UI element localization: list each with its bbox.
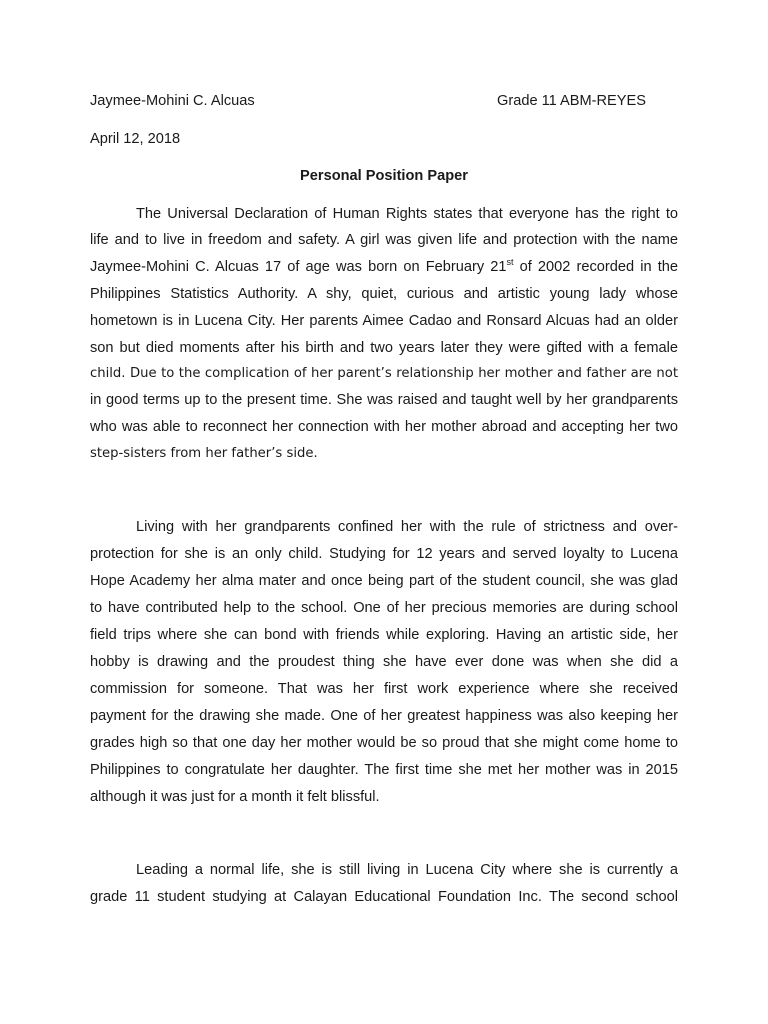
paragraph-line: to have contributed help to the school. One of her precious memories are during school	[90, 600, 678, 616]
paragraph-line: protection for she is an only child. Studying for 12 years and served loyalty to Lucena	[90, 546, 678, 562]
paragraph-line: field trips where she can bond with friends while exploring. Having an artistic side, her	[90, 627, 678, 643]
paragraph-line: in good terms up to the present time. She was raised and taught well by her grandparents	[90, 392, 678, 408]
paragraph-line: although it was just for a month it felt blissful.	[90, 789, 380, 805]
page-title: Personal Position Paper	[300, 168, 468, 184]
paragraph-line: grades high so that one day her mother would be so proud that she might come home to	[90, 735, 678, 751]
date: April 12, 2018	[90, 131, 181, 147]
line-text: Jaymee-Mohini C. Alcuas 17 of age was born on February 21	[90, 259, 507, 275]
paragraph-line: Hope Academy her alma mater and once being part of the student council, she was glad	[90, 573, 678, 589]
paragraph-line: payment for the drawing she made. One of her greatest happiness was also keeping her	[90, 708, 678, 724]
paragraph-line: child. Due to the complication of her parent’s relationship her mother and father are not	[90, 366, 678, 381]
paragraph-line: step-sisters from her father’s side.	[90, 446, 318, 461]
paragraph-line: Leading a normal life, she is still living in Lucena City where she is currently a	[136, 862, 678, 878]
paragraph-line: commission for someone. That was her first work experience where she received	[90, 681, 678, 697]
paragraph-line: son but died moments after his birth and two years later they were gifted with a female	[90, 340, 678, 356]
grade-section: Grade 11 ABM-REYES	[497, 93, 646, 109]
paragraph-line: grade 11 student studying at Calayan Educational Foundation Inc. The second school	[90, 889, 678, 905]
paragraph-line	[90, 257, 678, 277]
author-name: Jaymee-Mohini C. Alcuas	[90, 93, 255, 109]
paragraph-line: Living with her grandparents confined her with the rule of strictness and over-	[136, 519, 678, 535]
paragraph-line: Philippines Statistics Authority. A shy, quiet, curious and artistic young lady whose	[90, 286, 678, 302]
paragraph-line: hometown is in Lucena City. Her parents Aimee Cadao and Ronsard Alcuas had an older	[90, 313, 678, 329]
paragraph-line: The Universal Declaration of Human Rights states that everyone has the right to	[136, 206, 678, 222]
line-text: of 2002 recorded in the	[513, 259, 678, 275]
paragraph-line: life and to live in freedom and safety. A girl was given life and protection with the name	[90, 232, 678, 248]
paragraph-line: who was able to reconnect her connection with her mother abroad and accepting her two	[90, 419, 678, 435]
paragraph-line: Philippines to congratulate her daughter. The first time she met her mother was in 2015	[90, 762, 678, 778]
superscript: st	[506, 257, 514, 268]
paragraph-line: hobby is drawing and the proudest thing she have ever done was when she did a	[90, 654, 678, 670]
